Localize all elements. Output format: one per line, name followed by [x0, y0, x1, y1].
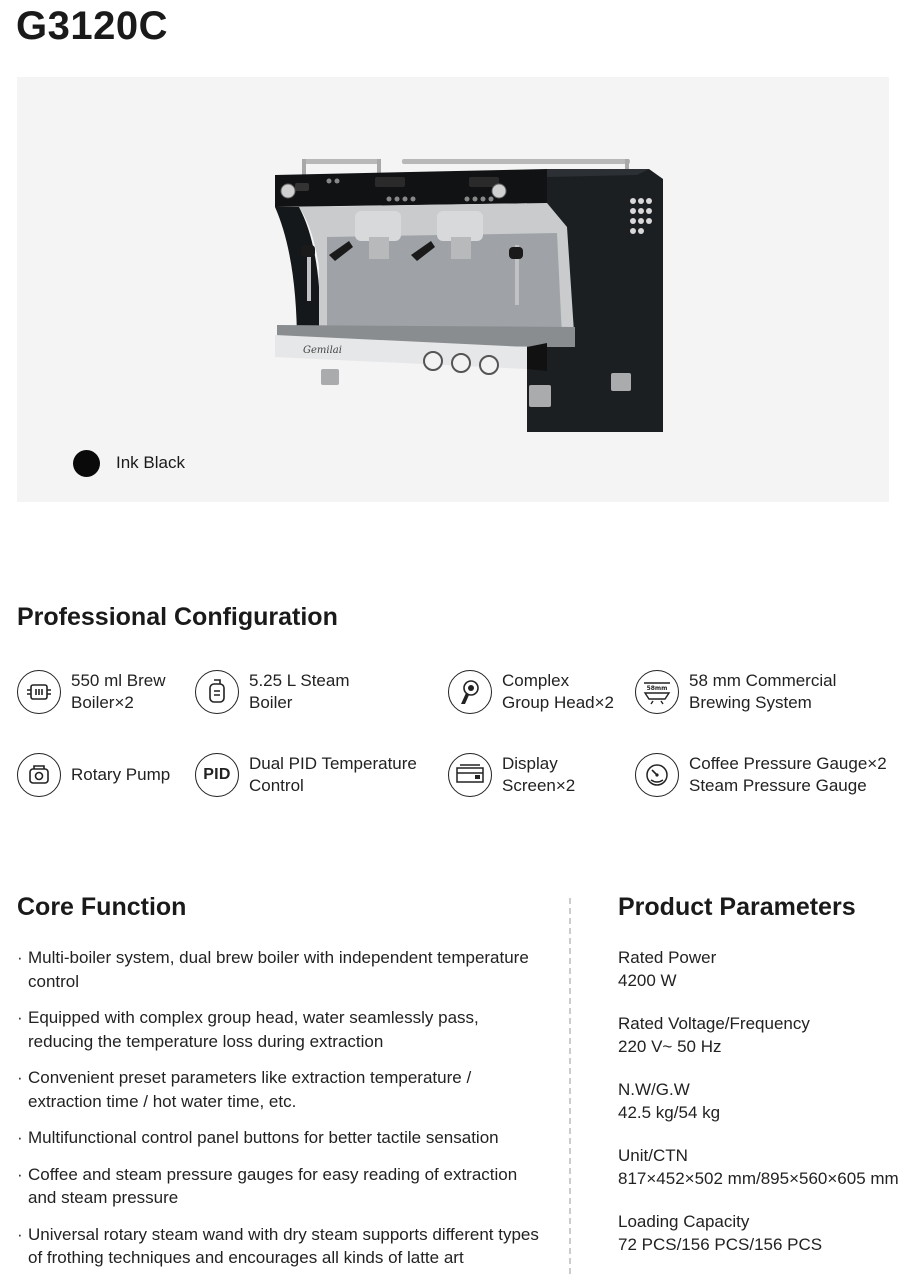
feature-rotary-pump: [17, 753, 170, 797]
feature-steam-boiler: [195, 670, 350, 714]
pressure-gauge-icon: [635, 753, 679, 797]
portafilter-icon-label: 58mm: [646, 685, 668, 692]
parameter-item: [618, 1210, 908, 1256]
parameter-item: [618, 946, 908, 992]
feature-brewing-system: [635, 670, 836, 714]
feature-text: Coffee Pressure Gauge×2 Steam Pressure Gauge: [689, 754, 887, 795]
brew-boiler-icon: [17, 670, 61, 714]
portafilter-icon: [635, 670, 679, 714]
section-divider: [569, 898, 571, 1274]
feature-text: 58 mm Commercial Brewing System: [689, 671, 837, 712]
core-function-title: Core Function: [17, 893, 187, 921]
parameter-item: [618, 1078, 908, 1124]
feature-pid: [195, 753, 417, 797]
model-title: G3120C: [16, 4, 168, 48]
configuration-title: Professional Configuration: [17, 603, 338, 631]
color-name: Ink Black: [116, 453, 185, 472]
list-item: · Equipped with complex group head, water seamlessly pass, reducing the temperature loss during extraction: [17, 1006, 547, 1053]
espresso-machine-image: [257, 147, 677, 432]
rotary-pump-icon: [17, 753, 61, 797]
feature-group-head: [448, 670, 614, 714]
parameter-value: 220 V~ 50 Hz: [618, 1037, 722, 1056]
parameter-label: Rated Power: [618, 948, 717, 967]
parameter-value: 42.5 kg/54 kg: [618, 1103, 721, 1122]
feature-text: Rotary Pump: [71, 765, 171, 784]
feature-text: 5.25 L Steam Boiler: [249, 671, 350, 712]
steam-boiler-icon: [195, 670, 239, 714]
feature-text: Complex Group Head×2: [502, 671, 614, 712]
brand-script: Gemilai: [303, 345, 342, 356]
feature-text: Display Screen×2: [502, 754, 576, 795]
feature-text: 550 ml Brew Boiler×2: [71, 671, 166, 712]
list-item: · Universal rotary steam wand with dry steam supports different types of frothing techniques and encourages all kinds of latte art: [17, 1223, 547, 1270]
list-item: · Multifunctional control panel buttons for better tactile sensation: [17, 1126, 547, 1150]
pid-icon: [195, 753, 239, 797]
feature-text: Dual PID Temperature Control: [249, 754, 417, 795]
parameter-item: [618, 1144, 908, 1190]
list-item: · Convenient preset parameters like extraction temperature / extraction time / hot water time, etc.: [17, 1066, 547, 1113]
feature-brew-boiler: [17, 670, 165, 714]
pid-icon-label: PID: [203, 766, 231, 783]
parameters-title: Product Parameters: [618, 893, 856, 921]
color-swatch: [73, 450, 100, 477]
parameter-label: Loading Capacity: [618, 1212, 750, 1231]
list-item: · Multi-boiler system, dual brew boiler with independent temperature control: [17, 946, 547, 993]
product-image-panel: [17, 77, 889, 502]
group-head-icon: [448, 670, 492, 714]
parameter-label: N.W/G.W: [618, 1080, 690, 1099]
list-item: · Coffee and steam pressure gauges for easy reading of extraction and steam pressure: [17, 1163, 547, 1210]
parameter-value: 72 PCS/156 PCS/156 PCS: [618, 1235, 823, 1254]
core-function-list: [17, 946, 547, 1283]
parameter-value: 817×452×502 mm/895×560×605 mm: [618, 1169, 899, 1188]
parameter-item: [618, 1012, 908, 1058]
parameters-list: [618, 946, 908, 1276]
parameter-label: Rated Voltage/Frequency: [618, 1014, 810, 1033]
feature-pressure-gauge: [635, 753, 887, 797]
parameter-value: 4200 W: [618, 971, 677, 990]
parameter-label: Unit/CTN: [618, 1146, 688, 1165]
feature-display: [448, 753, 575, 797]
display-screen-icon: [448, 753, 492, 797]
